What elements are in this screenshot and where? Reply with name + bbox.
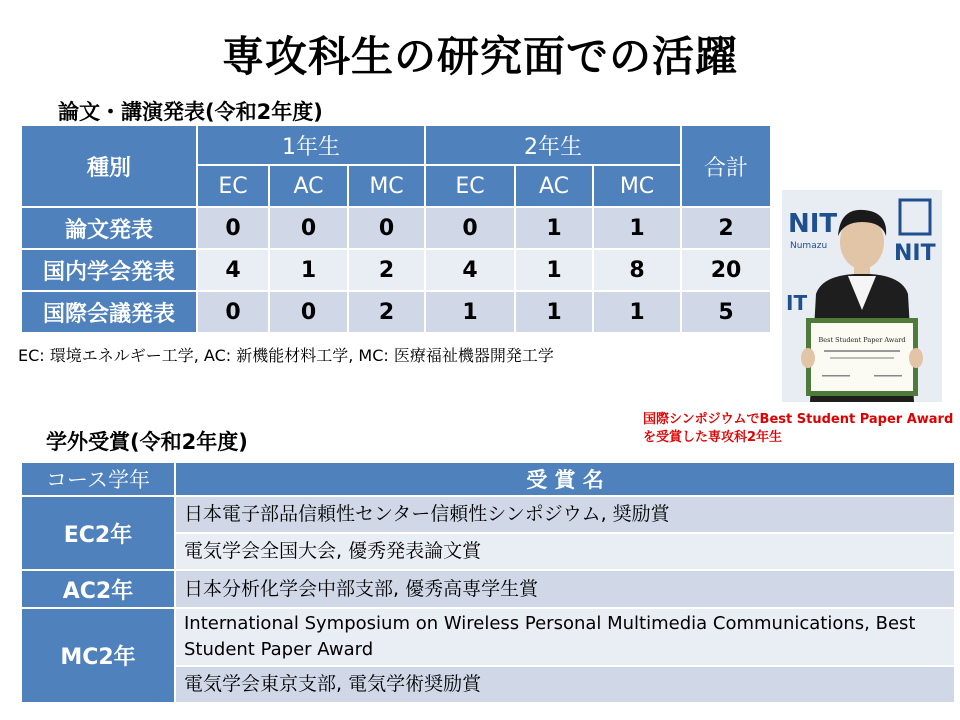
value-cell: 1: [425, 291, 515, 333]
total-header: 合計: [681, 125, 771, 207]
sub-header: MC: [593, 165, 681, 207]
table-row: [21, 291, 771, 333]
table-row: [21, 570, 955, 608]
value-cell: 1: [515, 291, 593, 333]
value-cell: 2: [348, 291, 425, 333]
award-cell: 電気学会東京支部, 電気学術奨励賞: [175, 666, 955, 703]
total-cell: 5: [681, 291, 771, 333]
value-cell: 1: [593, 207, 681, 249]
course-year-header: コース学年: [21, 462, 175, 496]
value-cell: 1: [515, 249, 593, 291]
value-cell: 8: [593, 249, 681, 291]
award-recipient-photo: [782, 190, 942, 402]
value-cell: 0: [197, 207, 269, 249]
award-cell: 電気学会全国大会, 優秀発表論文賞: [175, 533, 955, 570]
value-cell: 0: [269, 291, 348, 333]
awards-heading: 学外受賞(令和2年度): [46, 430, 248, 454]
total-cell: 2: [681, 207, 771, 249]
table-row: [21, 207, 771, 249]
course-label: AC2年: [21, 570, 175, 608]
backdrop-logo-left: NIT: [788, 209, 838, 239]
row-label: 論文発表: [21, 207, 197, 249]
certificate-title: Best Student Paper Award: [818, 336, 906, 344]
table-row: [21, 249, 771, 291]
value-cell: 4: [197, 249, 269, 291]
award-cell: 日本電子部品信頼性センター信頼性シンポジウム, 奨励賞: [175, 496, 955, 533]
external-awards-table: [20, 461, 956, 704]
backdrop-sublogo: Numazu: [790, 241, 828, 251]
value-cell: 0: [197, 291, 269, 333]
value-cell: 1: [269, 249, 348, 291]
category-header: 種別: [21, 125, 197, 207]
value-cell: 0: [269, 207, 348, 249]
award-cell: 日本分析化学会中部支部, 優秀高専学生賞: [175, 570, 955, 608]
sub-header: EC: [425, 165, 515, 207]
caption-line-1: 国際シンポジウムでBest Student Paper Award: [643, 412, 954, 427]
stats-heading: 論文・講演発表(令和2年度): [58, 100, 323, 124]
sub-header: AC: [269, 165, 348, 207]
caption-line-2: を受賞した専攻科2年生: [643, 430, 783, 445]
sub-header: AC: [515, 165, 593, 207]
course-label: EC2年: [21, 496, 175, 570]
row-label: 国内学会発表: [21, 249, 197, 291]
value-cell: 1: [593, 291, 681, 333]
value-cell: 0: [425, 207, 515, 249]
year1-header: 1年生: [197, 125, 425, 165]
award-name-header: 受 賞 名: [175, 462, 955, 496]
row-label: 国際会議発表: [21, 291, 197, 333]
sub-header: EC: [197, 165, 269, 207]
total-cell: 20: [681, 249, 771, 291]
slide-title: 専攻科生の研究面での活躍: [221, 32, 738, 81]
photo-caption: [643, 411, 958, 447]
table-row: [21, 608, 955, 666]
course-label: MC2年: [21, 608, 175, 703]
value-cell: 0: [348, 207, 425, 249]
publication-stats-table: [20, 124, 772, 334]
sub-header: MC: [348, 165, 425, 207]
backdrop-logo-right: NIT: [894, 241, 936, 266]
backdrop-logo-lower: IT: [786, 291, 808, 315]
course-abbreviation-note: EC: 環境エネルギー工学, AC: 新機能材料工学, MC: 医療福祉機器開発工学: [18, 346, 554, 365]
award-cell: International Symposium on Wireless Personal Multimedia Communications, Best Student Paper Award: [175, 608, 955, 666]
value-cell: 1: [515, 207, 593, 249]
value-cell: 2: [348, 249, 425, 291]
value-cell: 4: [425, 249, 515, 291]
year2-header: 2年生: [425, 125, 681, 165]
table-row: [21, 496, 955, 533]
photo-illustration: [782, 190, 942, 402]
